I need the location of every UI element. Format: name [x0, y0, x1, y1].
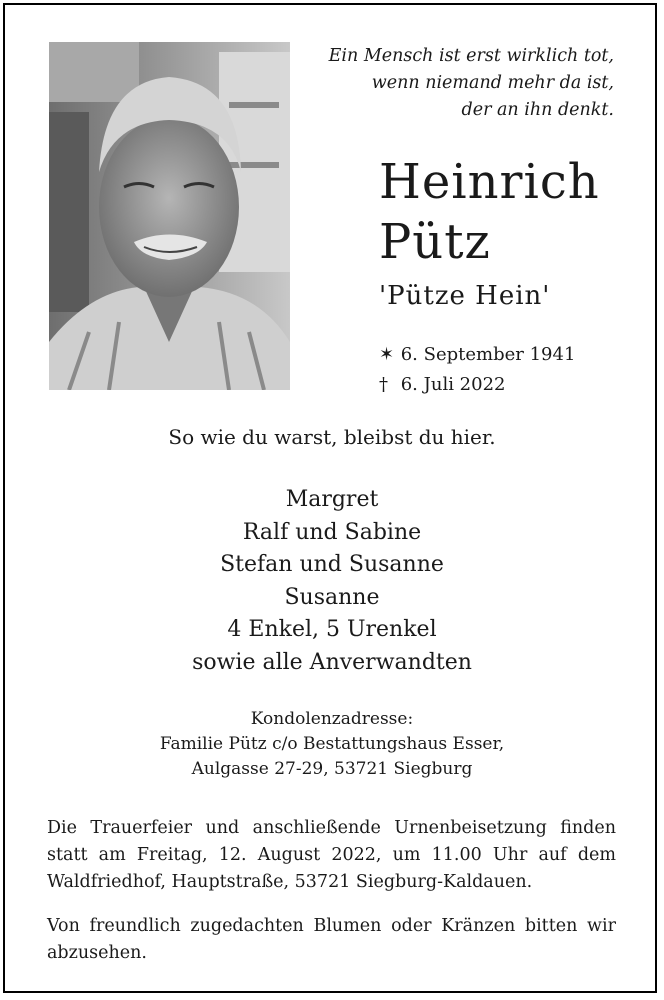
memorial-quote	[294, 43, 614, 124]
last-name: Pütz	[379, 214, 491, 270]
quote-line: der an ihn denkt.	[461, 100, 614, 120]
death-cross-icon: †	[379, 374, 388, 395]
birth-date-row	[379, 340, 575, 370]
condolence-line: Familie Pütz c/o Bestattungshaus Esser,	[159, 734, 505, 754]
family-member: 4 Enkel, 5 Urenkel	[227, 617, 437, 642]
family-member: Susanne	[284, 584, 380, 610]
first-name: Heinrich	[379, 154, 600, 210]
family-member: sowie alle Anverwandten	[192, 649, 472, 675]
family-list	[0, 484, 664, 679]
condolence-address	[0, 707, 664, 782]
birth-star-icon: ✶	[379, 344, 395, 365]
condolence-line: Aulgasse 27-29, 53721 Siegburg	[191, 759, 473, 779]
birth-date: 6. September 1941	[400, 344, 576, 365]
family-member: Margret	[285, 487, 379, 512]
deceased-name	[379, 152, 600, 272]
death-date: 6. Juli 2022	[400, 374, 506, 395]
family-member: Ralf und Sabine	[242, 519, 422, 545]
life-dates	[379, 340, 575, 400]
nickname: 'Pütze Hein'	[379, 281, 551, 311]
quote-line: Ein Mensch ist erst wirklich tot,	[328, 46, 614, 66]
motto: So wie du warst, bleibst du hier.	[168, 425, 496, 449]
quote-line: wenn niemand mehr da ist,	[371, 73, 614, 93]
death-date-row	[379, 370, 575, 400]
portrait-photo	[49, 42, 290, 390]
portrait-photo-icon	[49, 42, 290, 390]
family-member: Stefan und Susanne	[220, 552, 444, 577]
condolence-heading: Kondolenzadresse:	[250, 709, 414, 729]
ceremony-paragraph: Die Trauerfeier und anschließende Urnenbeisetzung finden statt am Freitag, 12. August 2022, um 11.00 Uhr auf dem Waldfriedhof, Hauptstraße, 53721 Siegburg-Kaldauen.	[47, 818, 616, 892]
flowers-paragraph: Von freundlich zugedachten Blumen oder Kränzen bitten wir abzusehen.	[47, 916, 616, 963]
